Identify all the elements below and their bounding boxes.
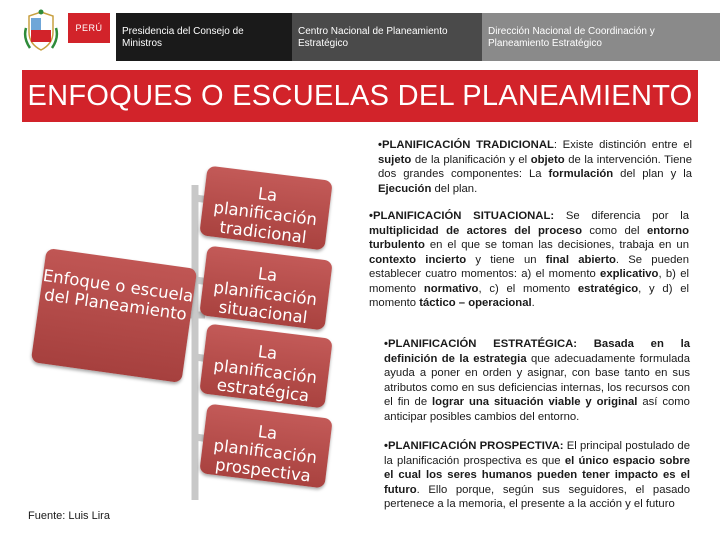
header-segment-presidencia: Presidencia del Consejo de Ministros: [116, 13, 292, 61]
box-situacional: La planificación situacional: [199, 246, 333, 331]
text-tradicional: •PLANIFICACIÓN TRADICIONAL: Existe distinción entre el sujeto de la planificación y el objeto de la intervención. Tiene dos grandes componentes: La formulación del plan y la Ejecución del plan.: [378, 139, 692, 195]
header-segment-ceplan: Centro Nacional de Planeamiento Estratégico: [292, 13, 482, 61]
page-title: ENFOQUES O ESCUELAS DEL PLANEAMIENTO: [22, 70, 698, 122]
main-concept-box: Enfoque o escuela del Planeamiento: [31, 248, 198, 383]
text-situacional: •PLANIFICACIÓN SITUACIONAL: Se diferencia por la multiplicidad de actores del proceso como del entorno turbulento en el que se toman las decisiones, trabaja en un contexto incierto y tiene un final abierto. Se pueden establecer cuatro momentos: a) el momento explicativo, b) el momento normativo, c) el momento estratégico, y d) el momento táctico – operacional.: [369, 210, 689, 309]
box-prospectiva: La planificación prospectiva: [199, 404, 333, 489]
box-tradicional: La planificación tradicional: [199, 166, 333, 251]
logo-area: [0, 0, 116, 66]
coat-of-arms-icon: [22, 8, 60, 54]
header-segment-direccion: Dirección Nacional de Coordinación y Planeamiento Estratégico: [482, 13, 720, 61]
text-estrategica: •PLANIFICACIÓN ESTRATÉGICA: Basada en la definición de la estrategia que adecuadamente formulada ayuda a poner en orden y asignar, con base tanto en sus atributos como en sus deficiencias internas, los recursos con el fin de lograr una situación viable y original así como anticipar posibles cambios del entorno.: [384, 338, 690, 423]
header-bar: [0, 0, 720, 66]
source-note: Fuente: Luis Lira: [28, 510, 110, 522]
box-estrategica: La planificación estratégica: [199, 324, 333, 409]
concept-diagram: [0, 125, 370, 535]
text-prospectiva: •PLANIFICACIÓN PROSPECTIVA: El principal postulado de la planificación prospectiva es que el único espacio sobre el cual los seres humanos pueden tener impacto es el futuro. Ello porque, según sus seguidores, el pasado pertenece a la memoria, el presente a la acción y el futuro: [384, 440, 691, 510]
country-badge: PERÚ: [68, 13, 110, 43]
